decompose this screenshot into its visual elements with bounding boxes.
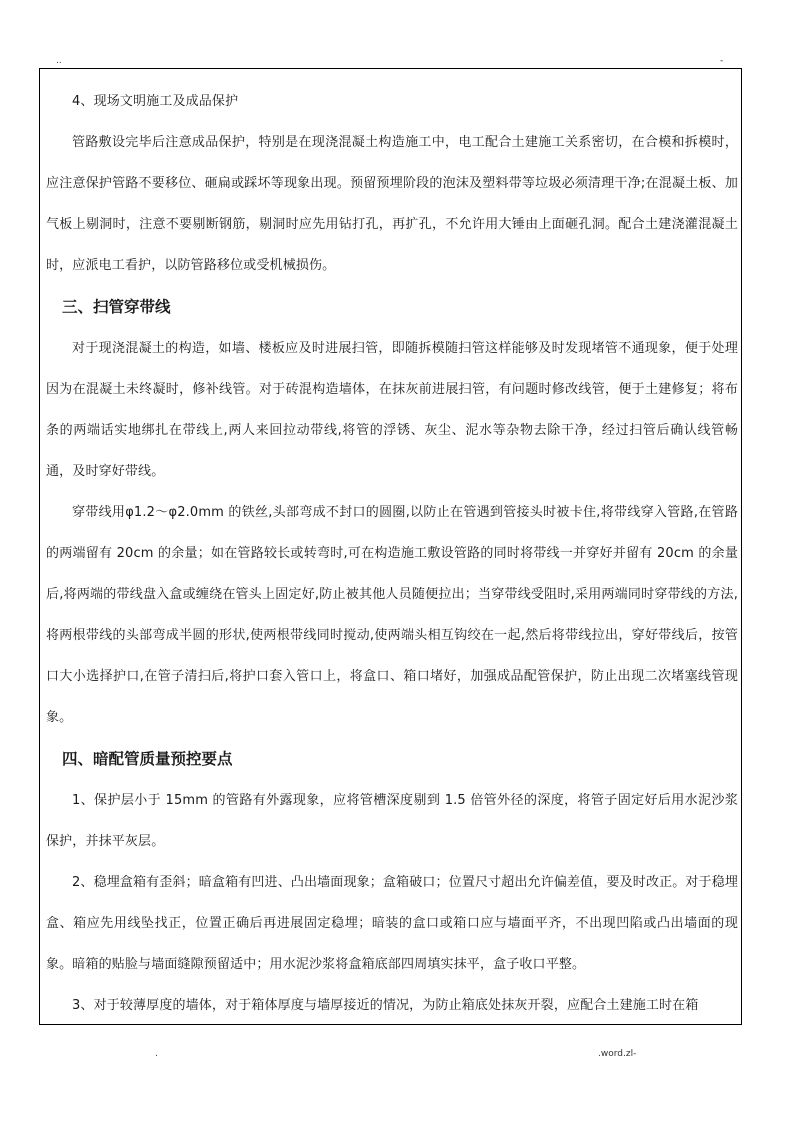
section3-heading: 三、扫管穿带线 <box>62 298 171 316</box>
footer-left-mark: . <box>155 1049 158 1059</box>
footer-right-mark: .word.zl- <box>598 1049 637 1059</box>
header-right-mark: - <box>720 56 724 66</box>
section3-paragraph-2: 穿带线用φ1.2～φ2.0mm 的铁丝,头部弯成不封口的圆圈,以防止在管遇到管接头时被卡住,将带线穿入管路,在管路的两端留有 20cm 的余量；如在管路较长或转弯时,可在构造施工敷设管路的同时将带线一并穿好并留有 20cm 的余量后,将两端的带线盘入盒或缠绕在管头上固定好,防止被其他人员随便拉出；当穿带线受阻时,采用两端同时穿带线的方法,将两根带线的头部弯成半圆的形状,使两根带线同时搅动,使两端头相互钩绞在一起,然后将带线拉出，穿好带线后，按管口大小选择护口,在管子清扫后,将护口套入管口上，将盒口、箱口堵好，加强成品配管保护，防止出现二次堵塞线管现象。 <box>46 505 738 725</box>
document-body <box>46 81 738 1025</box>
section4-paragraph-2: 2、稳埋盒箱有歪斜；暗盒箱有凹进、凸出墙面现象；盒箱破口；位置尺寸超出允许偏差值，要及时改正。对于稳埋盒、箱应先用线坠找正，位置正确后再进展固定稳埋；暗装的盒口或箱口应与墙面平齐，不出现凹陷或凸出墙面的现象。暗箱的贴脸与墙面缝隙预留适中；用水泥沙浆将盒箱底部四周填实抹平，盒子收口平整。 <box>46 875 738 972</box>
section4-heading: 四、暗配管质量预控要点 <box>62 750 233 768</box>
item4-body: 管路敷设完毕后注意成品保护，特别是在现浇混凝土构造施工中，电工配合土建施工关系密切，在合模和拆模时，应注意保护管路不要移位、砸扁或踩坏等现象出现。预留预埋阶段的泡沫及塑料带等垃圾必须清理干净;在混凝土板、加气板上剔洞时，注意不要剔断钢筋，剔洞时应先用钻打孔，再扩孔，不允许用大锤由上面砸孔洞。配合土建浇灌混凝土时，应派电工看护，以防管路移位或受机械损伤。 <box>46 135 738 273</box>
section4-paragraph-3: 3、对于较薄厚度的墙体，对于箱体厚度与墙厚接近的情况，为防止箱底处抹灰开裂，应配合土建施工时在箱 <box>72 998 699 1013</box>
section3-paragraph-1: 对于现浇混凝土的构造，如墙、楼板应及时进展扫管，即随拆模随扫管这样能够及时发现堵管不通现象，便于处理因为在混凝土未终凝时，修补线管。对于砖混构造墙体，在抹灰前进展扫管，有问题时修改线管，便于土建修复；将布条的两端话实地绑扎在带线上,两人来回拉动带线,将管的浮锈、灰尘、泥水等杂物去除干净，经过扫管后确认线管畅通，及时穿好带线。 <box>46 341 738 479</box>
header-left-mark: .. <box>56 56 62 66</box>
page-frame <box>39 68 742 1025</box>
item4-title: 4、现场文明施工及成品保护 <box>72 94 239 109</box>
section4-paragraph-1: 1、保护层小于 15mm 的管路有外露现象，应将管槽深度剔到 1.5 倍管外径的深度，将管子固定好后用水泥沙浆保护，并抹平灰层。 <box>46 793 738 849</box>
